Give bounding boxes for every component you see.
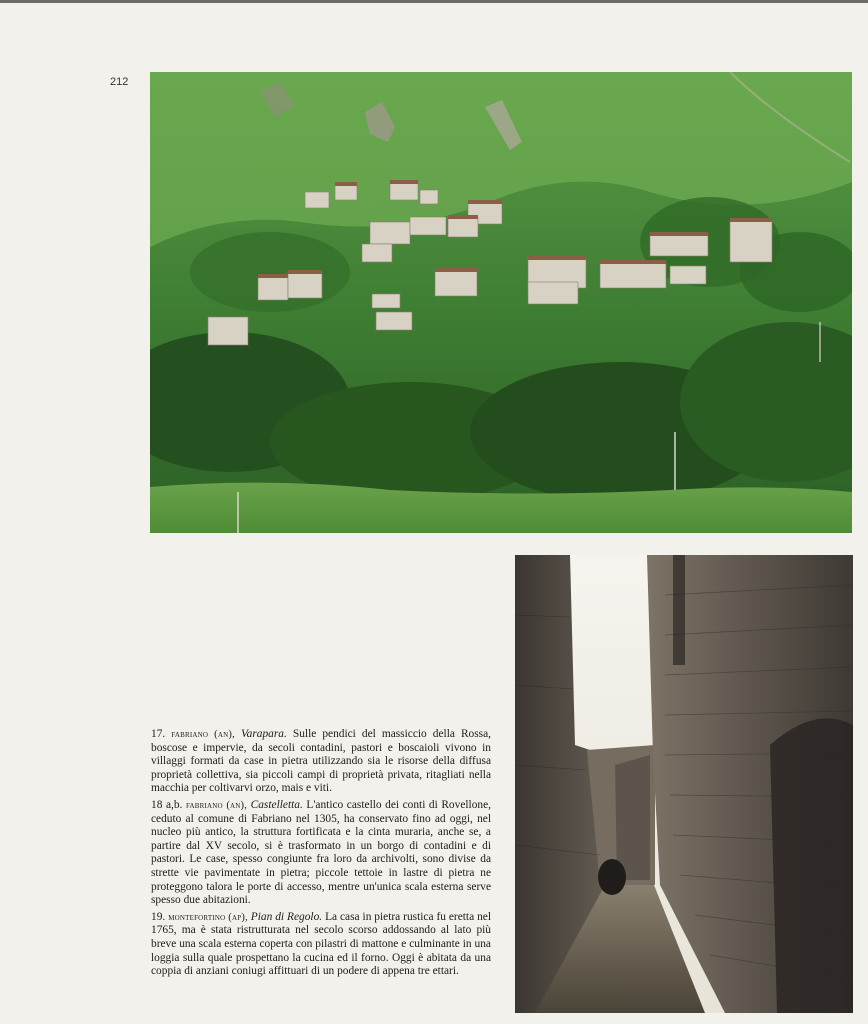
caption-text: La casa in pietra rustica fu eretta nel 1765, ma è stata ristrutturata nel secolo scorso addossando al lato più breve una scala esterna coperta con pilastri di mattone e culminante in una loggia sulla quale prospettano la cucina ed il forno. Oggi è abitata da una coppia di anziani coniugi affittuari di un podere di appena tre ettari. bbox=[151, 910, 491, 978]
captions-block bbox=[151, 728, 491, 982]
caption-19 bbox=[151, 911, 491, 979]
stone-street-photo bbox=[515, 555, 853, 1013]
caption-18 bbox=[151, 799, 491, 908]
caption-title: Castelletta. bbox=[250, 798, 303, 811]
caption-place: fabriano (an), bbox=[185, 799, 248, 811]
caption-text: L'antico castello dei conti di Rovellone, ceduto al comune di Fabriano nel 1305, ha conservato fino ad oggi, nel nucleo più antico, la struttura fortificata e la cinta muraria, anche se, a partire dal XV secolo, si è trasformato in un borgo di contadini e di pastori. Le case, spesso congiunte fra loro da archivolti, sono divise da strette vie pavimentate in pietra; piccole tettoie in lastre di pietra ne proteggono talora le porte di accesso, mentre un'unica scala esterna serve spesso due abitazioni. bbox=[151, 798, 492, 907]
page-top-edge bbox=[0, 0, 868, 3]
caption-number: 18 a,b. bbox=[151, 798, 183, 811]
caption-place: fabriano (an), bbox=[171, 729, 235, 740]
hillside-village-photo bbox=[150, 72, 852, 533]
caption-text: Sulle pendici del massiccio della Rossa, boscose e impervie, da secoli contadini, pastori e boscaioli vivono in villaggi formati da case in pietra utilizzando sia le risorse della diffusa proprietà collettiva, sia piccoli campi di proprietà privata, ritagliati nella macchia per coltivarvi orzo, mais e viti. bbox=[151, 728, 492, 795]
page-number: 212 bbox=[110, 76, 129, 88]
caption-number: 19. bbox=[151, 910, 166, 923]
caption-17 bbox=[151, 728, 491, 796]
stone-street-image bbox=[515, 555, 853, 1013]
caption-title: Pian di Regolo. bbox=[250, 910, 323, 923]
hillside-village-image bbox=[150, 72, 852, 533]
caption-number: 17. bbox=[151, 728, 166, 740]
caption-title: Varapara. bbox=[240, 728, 287, 740]
caption-place: montefortino (ap), bbox=[168, 911, 248, 923]
